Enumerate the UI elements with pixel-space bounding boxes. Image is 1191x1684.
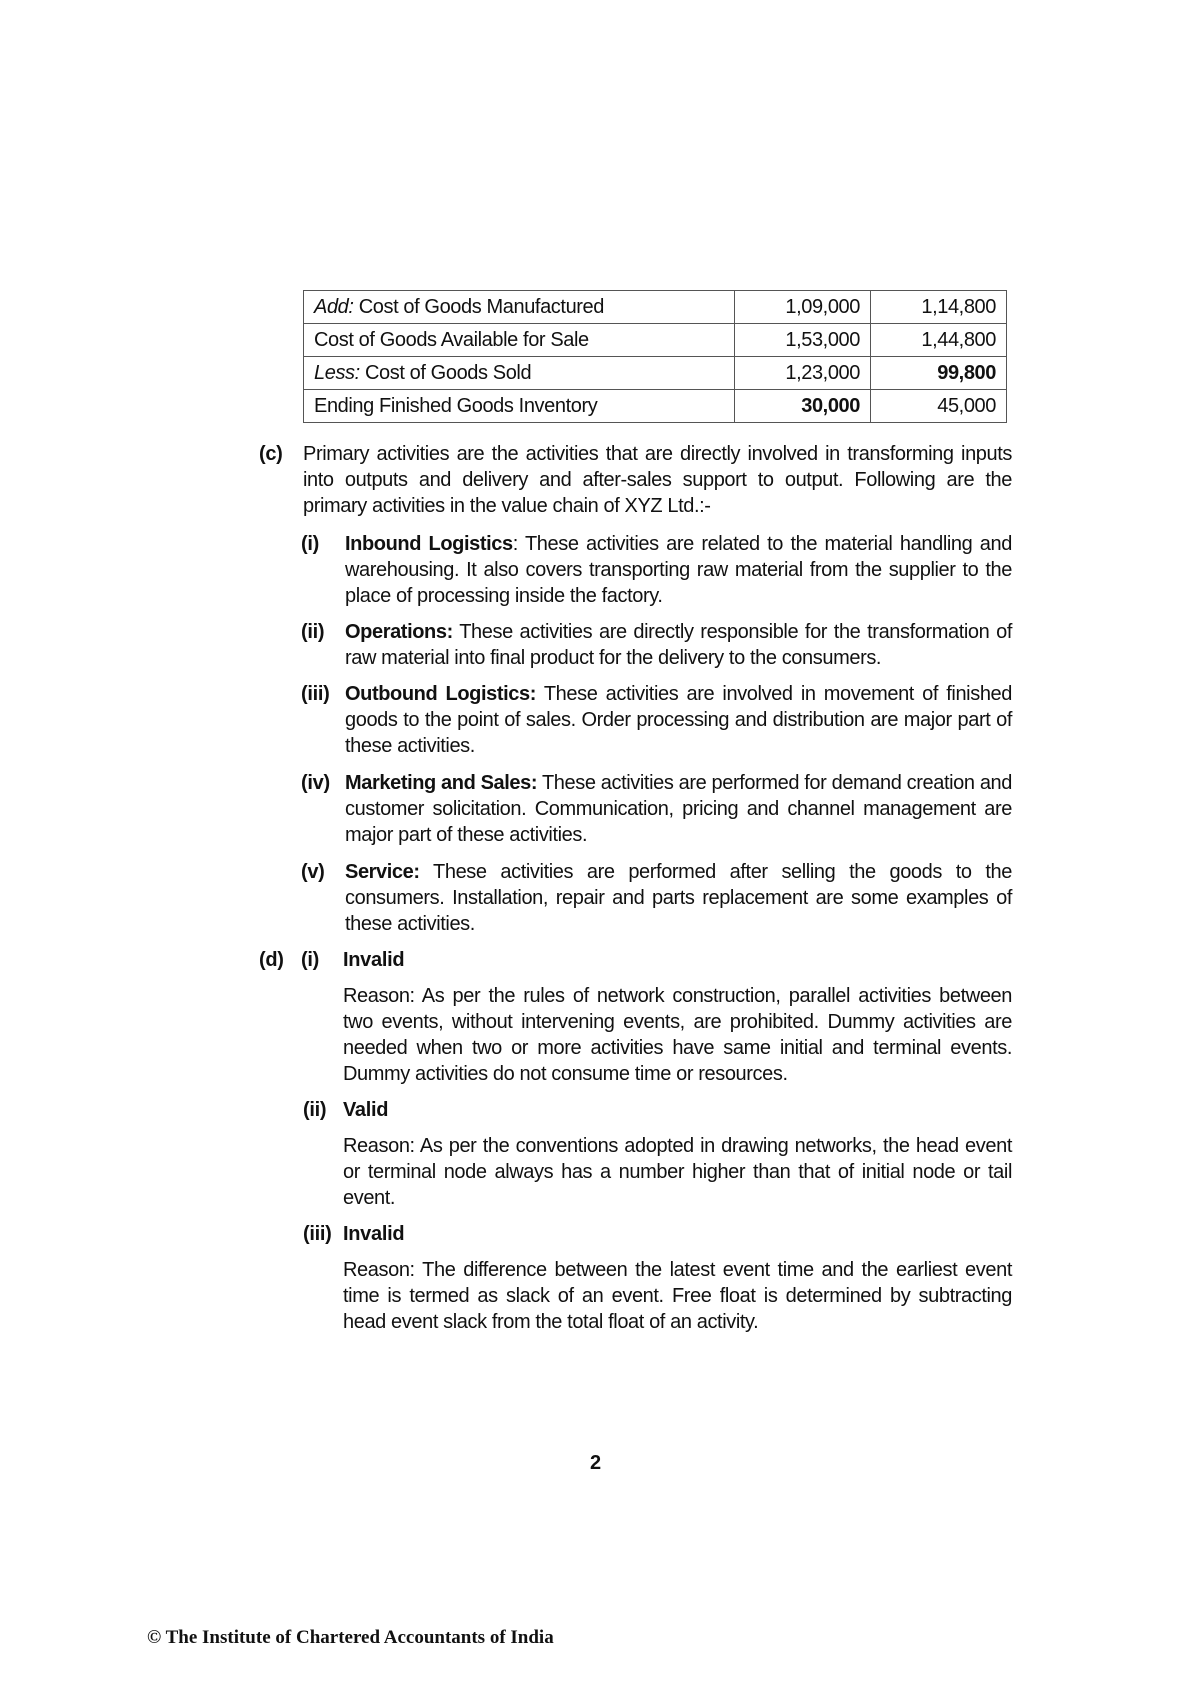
table-row [304, 390, 1007, 423]
item-title: Inbound Logistics [345, 533, 513, 555]
list-item [345, 681, 1012, 759]
item-text: : These activities are related to the material handling and warehousing. It also covers transporting raw material from the supplier to the place of processing inside the factory. [345, 533, 1012, 607]
item-text: These activities are involved in movement of finished goods to the point of sales. Order processing and distribution are major part of these activities. [345, 683, 1012, 757]
item-number: (ii) [301, 621, 325, 643]
list-item [345, 859, 1012, 937]
table-row [304, 291, 1007, 324]
item-number: (ii) [303, 1099, 327, 1121]
reason-text: Reason: As per the rules of network construction, parallel activities between two events, without intervening events, are prohibited. Dummy activities are needed when two or more activities have same initial and terminal events. Dummy activities do not consume time or resources. [343, 985, 1012, 1085]
item-number: (i) [301, 533, 319, 555]
footer-copyright: © The Institute of Chartered Accountants of India [147, 1627, 554, 1648]
table-cell-value: 1,23,000 [735, 357, 871, 390]
item-number: (v) [301, 861, 325, 883]
table-row [304, 357, 1007, 390]
table-cell-label: Ending Finished Goods Inventory [304, 390, 735, 423]
item-number: (iv) [301, 772, 330, 794]
table-cell-label [304, 291, 735, 324]
table-cell-value: 30,000 [735, 390, 871, 423]
item-text: These activities are performed after selling the goods to the consumers. Installation, repair and parts replacement are some examples of these activities. [345, 861, 1012, 935]
table-cell-value: 45,000 [871, 390, 1007, 423]
table-cell-label [304, 357, 735, 390]
item-number: (i) [301, 949, 319, 971]
list-item [345, 619, 1012, 671]
item-number: (iii) [301, 683, 330, 705]
table-cell-value: 1,14,800 [871, 291, 1007, 324]
table-cell-value: 1,53,000 [735, 324, 871, 357]
table-row [304, 324, 1007, 357]
row-prefix: Add: [314, 296, 354, 318]
item-title: Operations: [345, 621, 453, 643]
page-number: 2 [589, 1452, 602, 1474]
table-cell-label: Cost of Goods Available for Sale [304, 324, 735, 357]
item-title: Marketing and Sales: [345, 772, 538, 794]
row-prefix: Less: [314, 362, 360, 384]
item-text: These activities are directly responsible for the transformation of raw material into final product for the delivery to the consumers. [345, 621, 1012, 669]
table-cell-value: 1,44,800 [871, 324, 1007, 357]
list-item [345, 770, 1012, 848]
verdict: Invalid [343, 1223, 405, 1245]
row-label: Cost of Goods Manufactured [353, 296, 604, 318]
verdict: Invalid [343, 949, 405, 971]
item-title: Service: [345, 861, 420, 883]
section-c-label: (c) [259, 443, 283, 465]
verdict: Valid [343, 1099, 389, 1121]
list-item [345, 531, 1012, 609]
row-label: Cost of Goods Sold [359, 362, 532, 384]
table-cell-value: 1,09,000 [735, 291, 871, 324]
section-d-label: (d) [259, 949, 284, 971]
item-text: These activities are performed for demand creation and customer solicitation. Communication, pricing and channel management are major part of these activities. [345, 772, 1012, 846]
inventory-table [303, 290, 1007, 423]
reason-text: Reason: As per the conventions adopted in drawing networks, the head event or terminal node always has a number higher than that of initial node or tail event. [343, 1135, 1012, 1209]
section-c-intro: Primary activities are the activities that are directly involved in transforming inputs into outputs and delivery and after-sales support to output. Following are the primary activities in the value chain of XYZ Ltd.:- [303, 443, 1012, 517]
item-number: (iii) [303, 1223, 332, 1245]
item-title: Outbound Logistics: [345, 683, 536, 705]
table-cell-value: 99,800 [871, 357, 1007, 390]
reason-text: Reason: The difference between the latest event time and the earliest event time is termed as slack of an event. Free float is determined by subtracting head event slack from the total float of an activity. [343, 1259, 1012, 1333]
